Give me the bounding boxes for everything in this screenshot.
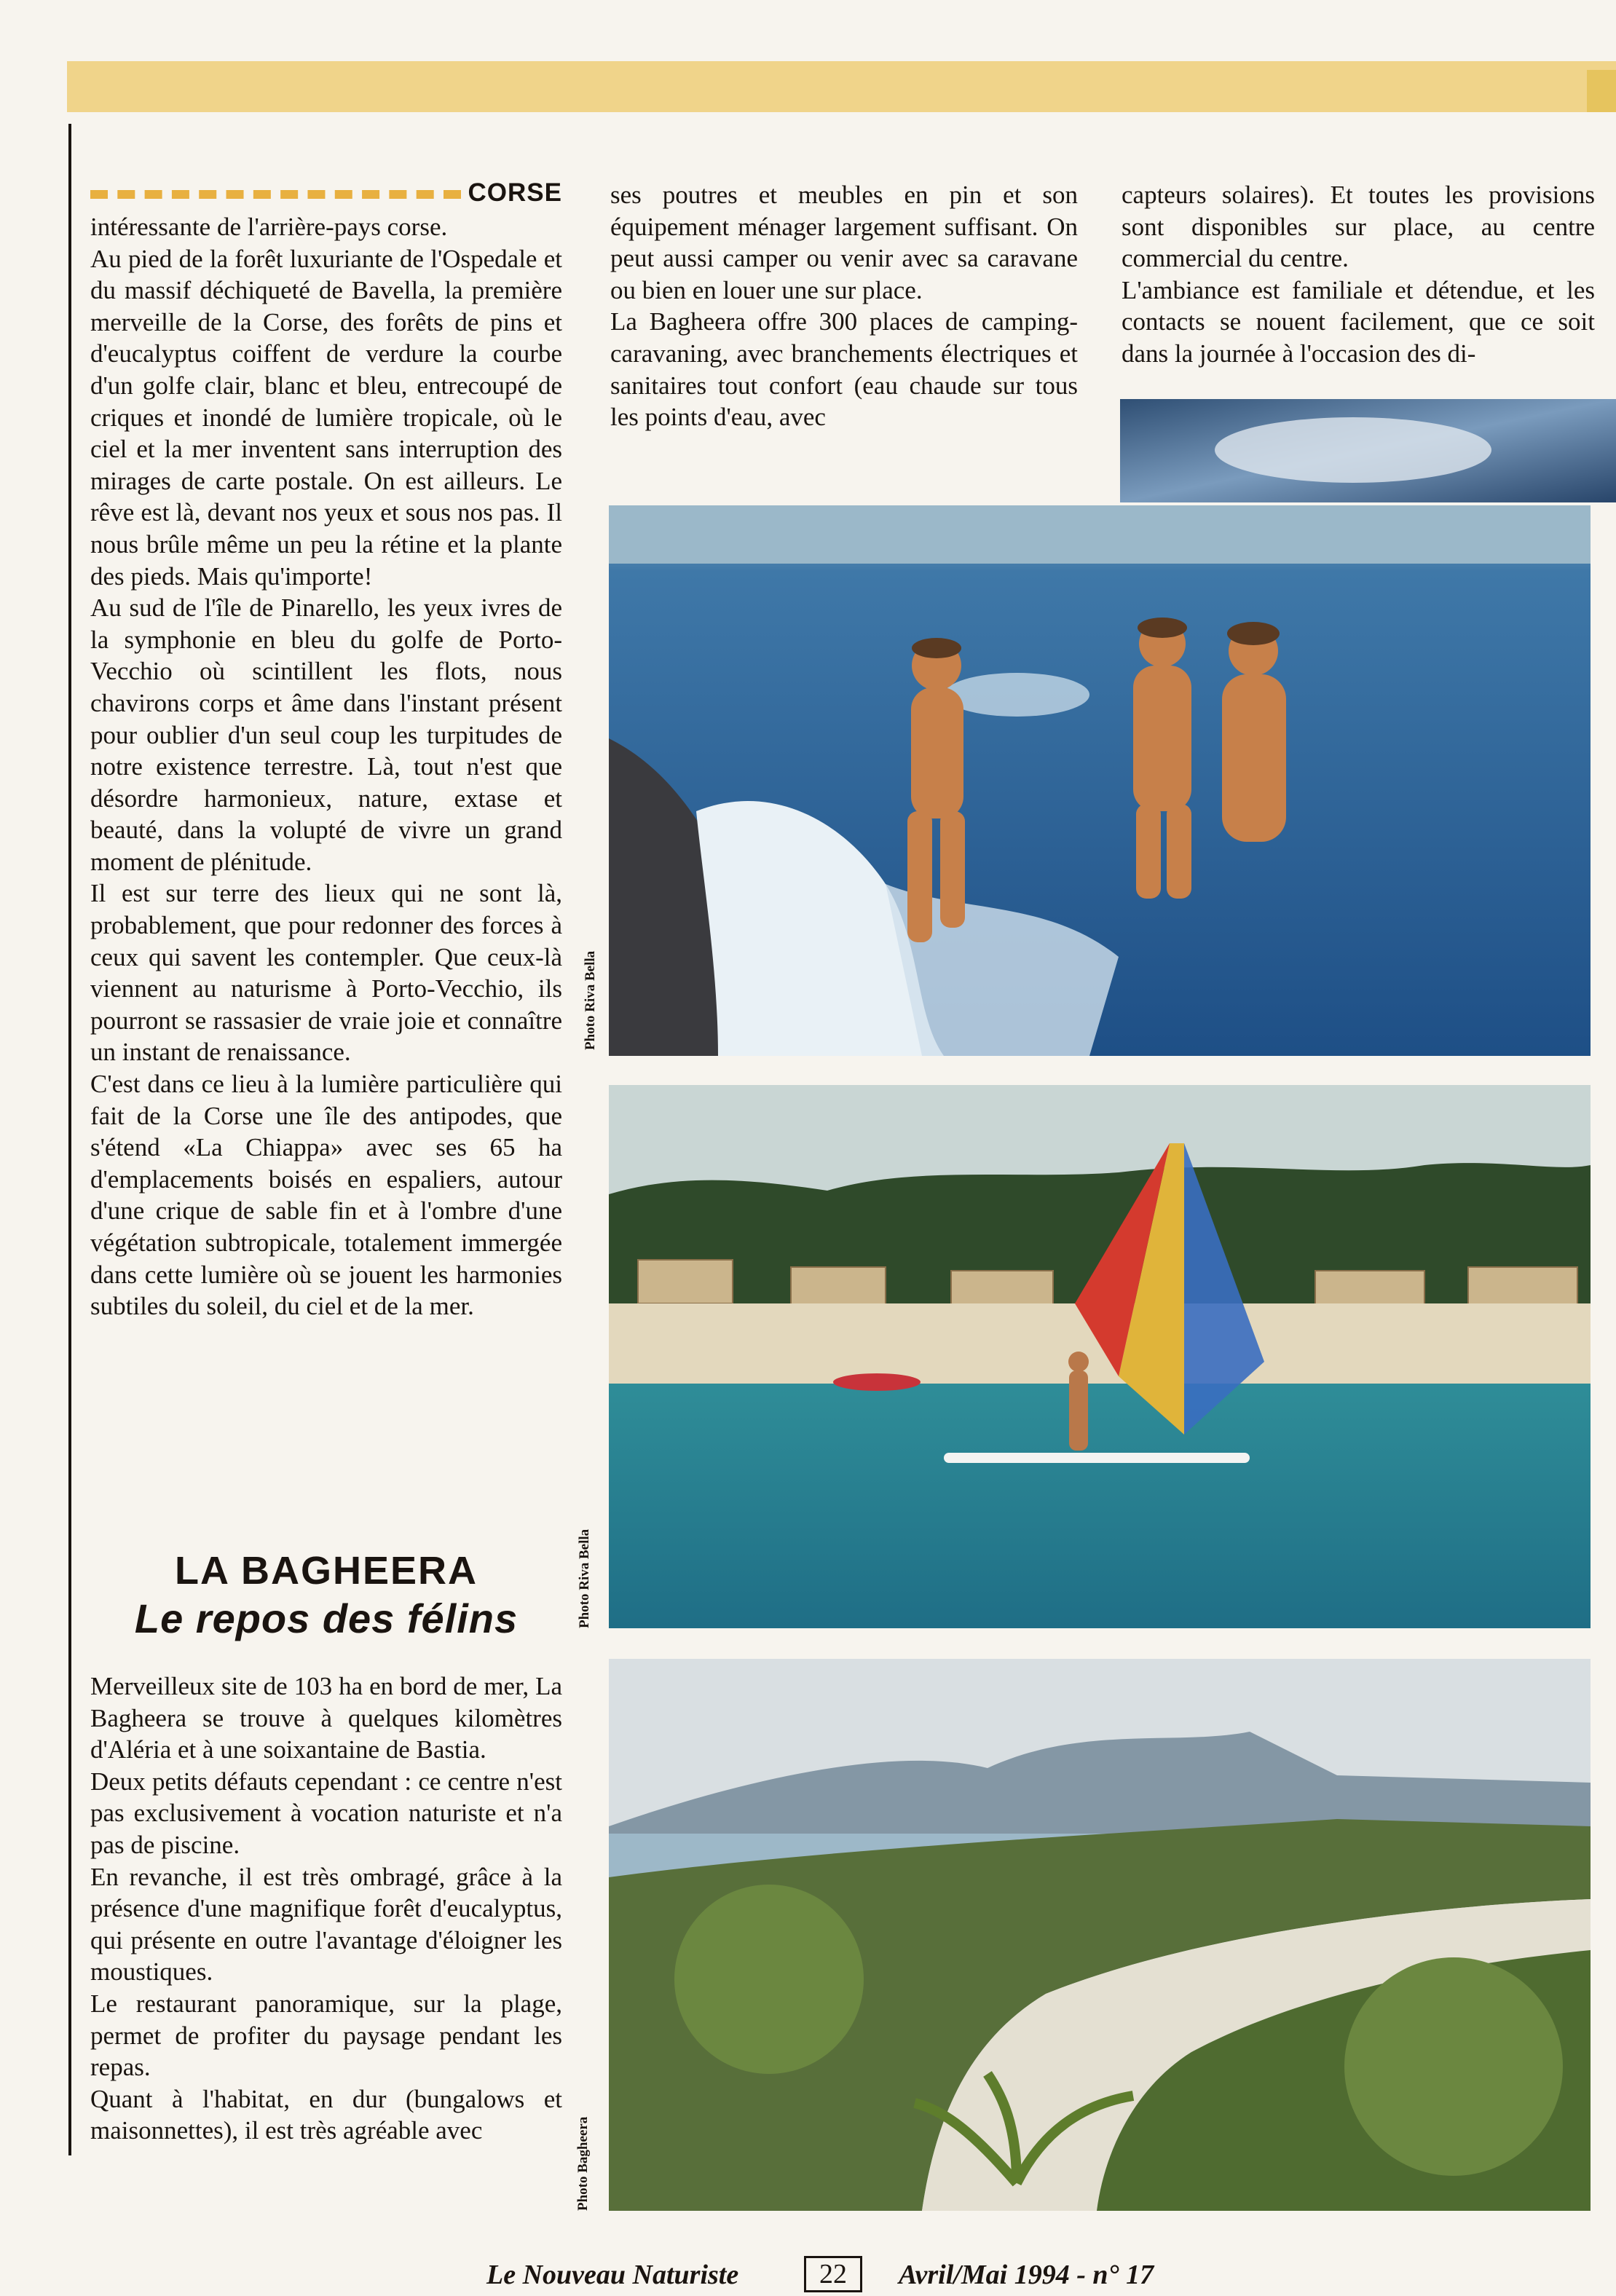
footer-publication: Le Nouveau Naturiste [486, 2260, 739, 2290]
paragraph: Il est sur terre des lieux qui ne sont là, probablement, que pour redonner des forces à ceux qui savent les contempler. Que ceux-là viennent au naturisme à Porto-Vecchio, ils pourront se rassasier de vraie joie et connaître un instant de renaissance. [90, 879, 562, 1067]
photo-coastline [609, 1659, 1591, 2211]
paragraph: Au pied de la forêt luxuriante de l'Ospedale et du massif déchiqueté de Bavella, la première merveille de la Corse, des forêts de pins et d'eucalyptus coiffent de verdure la courbe d'un golfe clair, blanc et bleu, entrecoupé de criques et inondé de lumière tropicale, où le ciel et la mer inventent sans interruption des mirages de carte postale. On est ailleurs. Le rêve est là, devant nos yeux et sous nos pas. Il nous brûle même un peu la rétine et la plante des pieds. Mais qu'importe! [90, 244, 562, 591]
photo-swimmers [609, 505, 1591, 1056]
paragraph: C'est dans ce lieu à la lumière particulière qui fait de la Corse une île des antipodes, que s'étend «La Chiappa» avec ses 65 ha d'emplacements boisés en espaliers, autour d'une crique de sable fin et à l'ombre d'une végétation subtropicale, totalement immergée dans cette lumière où se jouent les harmonies subtiles du soleil, du ciel et de la mer. [90, 1070, 562, 1321]
left-margin-rule [68, 124, 71, 2155]
article-column-2 [610, 179, 1078, 433]
headline-title: LA BAGHEERA [174, 1549, 478, 1593]
paragraph: ses poutres et meubles en pin et son équipement ménager largement suffisant. On peut aussi camper ou venir avec sa caravane ou bien en louer une sur place. [610, 181, 1078, 304]
header-color-bar-edge [1587, 70, 1616, 112]
paragraph: La Bagheera offre 300 places de camping-caravaning, avec branchements électriques et sanitaires tout confort (eau chaude sur tous les points d'eau, avec [610, 307, 1078, 432]
photo-credit: Photo Bagheera [575, 2116, 591, 2211]
paragraph: capteurs solaires). Et toutes les provisions sont disponibles sur place, au centre commercial du centre. [1122, 181, 1595, 273]
section-title: CORSE [468, 178, 562, 207]
article-column-1b [90, 1670, 562, 2147]
header-color-bar [67, 61, 1616, 112]
footer-page-number: 22 [804, 2256, 862, 2292]
photo-credit: Photo Riva Bella [577, 1528, 592, 1628]
paragraph: L'ambiance est familiale et détendue, et les contacts se nouent facilement, que ce soit dans la journée à l'occasion des di- [1122, 275, 1595, 368]
paragraph: En revanche, il est très ombragé, grâce à la présence d'une magnifique forêt d'eucalyptus, qui présente en outre l'avantage d'éloigner les moustiques. [90, 1862, 562, 1987]
section-dashes [90, 190, 461, 199]
paragraph: Au sud de l'île de Pinarello, les yeux ivres de la symphonie en bleu du golfe de Porto-Vecchio où scintillent les flots, nous chavirons corps et âme dans l'instant présent pour oublier d'un seul coup les turpitudes de notre existence terrestre. Là, tout n'est que désordre harmonieux, nature, extase et beauté, dans la volupté de vivre un grand moment de plénitude. [90, 593, 562, 876]
photo-credit: Photo Riva Bella [583, 950, 598, 1050]
section-header [90, 177, 562, 209]
paragraph: intéressante de l'arrière-pays corse. [90, 213, 448, 241]
article-column-1 [90, 211, 562, 1322]
headline-subtitle: Le repos des félins [134, 1595, 519, 1641]
photo-windsurfer [609, 1085, 1591, 1628]
paragraph: Le restaurant panoramique, sur la plage, permet de profiter du paysage pendant les repas. [90, 1989, 562, 2082]
paragraph: Quant à l'habitat, en dur (bungalows et maisonnettes), il est très agréable avec [90, 2084, 562, 2145]
footer-issue: Avril/Mai 1994 - n° 17 [899, 2260, 1154, 2290]
sky-photo-fragment [1120, 399, 1616, 502]
paragraph: Deux petits défauts cependant : ce centre n'est pas exclusivement à vocation naturiste et n'a pas de piscine. [90, 1767, 562, 1859]
paragraph: Merveilleux site de 103 ha en bord de mer, La Bagheera se trouve à quelques kilomètres d'Aléria et à une soixantaine de Bastia. [90, 1672, 562, 1764]
article-column-3 [1122, 179, 1595, 370]
